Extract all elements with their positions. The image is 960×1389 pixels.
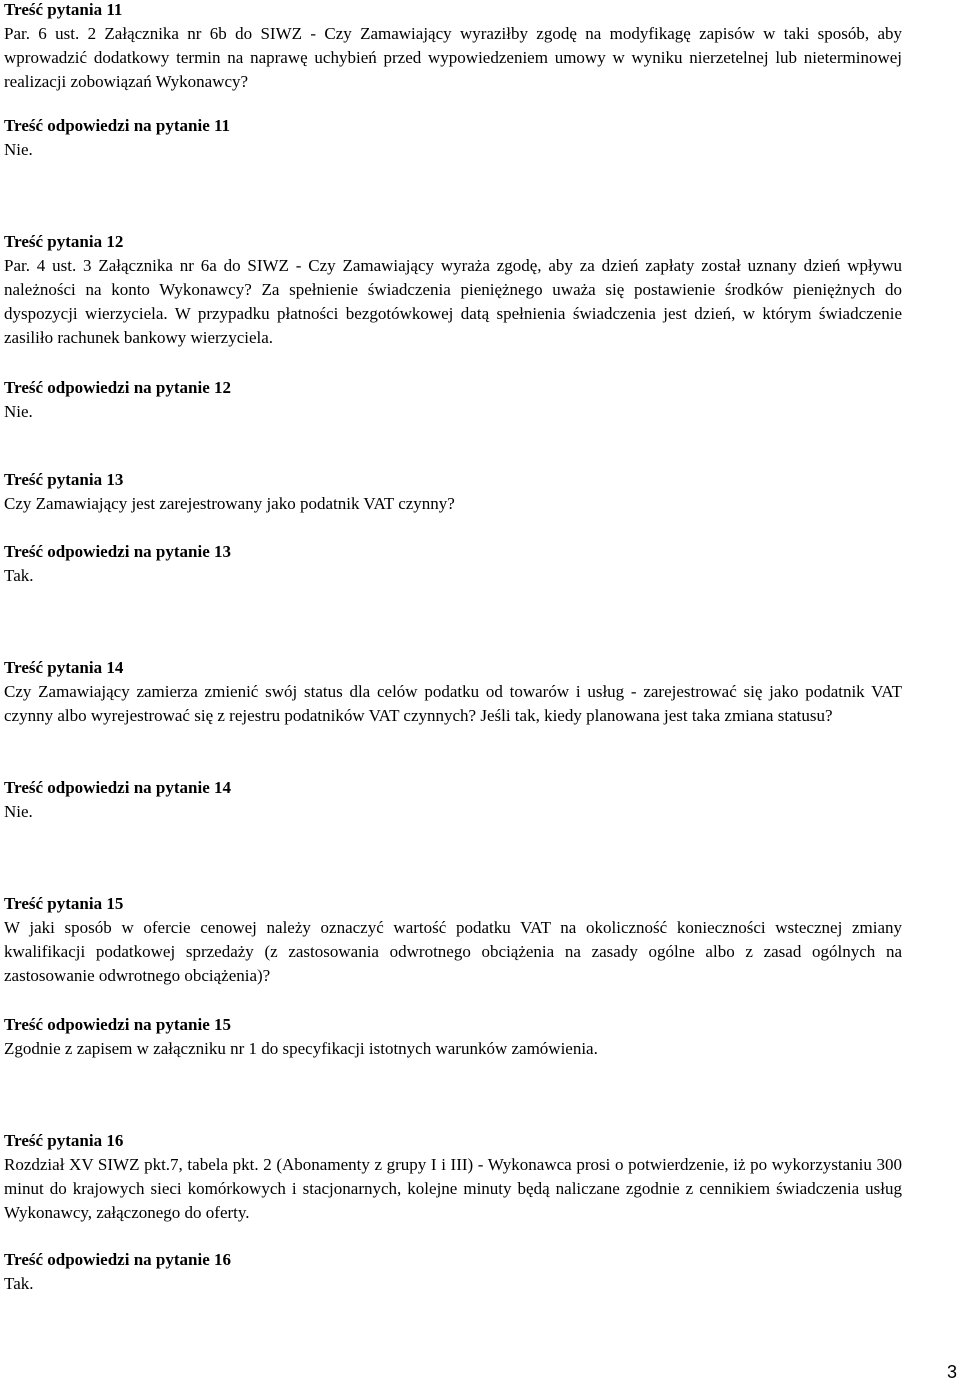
question-11-block xyxy=(4,0,902,94)
answer-heading: Treść odpowiedzi na pytanie 13 xyxy=(4,542,231,561)
answer-12-block xyxy=(4,376,902,424)
answer-heading: Treść odpowiedzi na pytanie 11 xyxy=(4,116,231,135)
question-heading: Treść pytania 16 xyxy=(4,1131,124,1150)
question-heading: Treść pytania 12 xyxy=(4,232,124,251)
answer-heading: Treść odpowiedzi na pytanie 14 xyxy=(4,778,231,797)
question-16-block xyxy=(4,1129,902,1225)
question-heading: Treść pytania 14 xyxy=(4,658,124,677)
answer-text: Nie. xyxy=(4,140,33,159)
page-number: 3 xyxy=(946,1362,957,1382)
answer-text: Nie. xyxy=(4,802,33,821)
answer-heading: Treść odpowiedzi na pytanie 16 xyxy=(4,1250,231,1269)
question-heading: Treść pytania 13 xyxy=(4,470,124,489)
question-13-block xyxy=(4,468,902,516)
answer-text: Zgodnie z zapisem w załączniku nr 1 do specyfikacji istotnych warunków zamówienia. xyxy=(4,1039,598,1058)
answer-text: Nie. xyxy=(4,402,33,421)
answer-heading: Treść odpowiedzi na pytanie 15 xyxy=(4,1015,231,1034)
answer-11-block xyxy=(4,114,902,162)
question-14-block xyxy=(4,656,902,728)
question-text: Czy Zamawiający zamierza zmienić swój status dla celów podatku od towarów i usług - zarejestrować się jako podatnik VAT czynny albo wyrejestrować się z rejestru podatników VAT czynnych? Jeśli tak, kiedy planowana jest taka zmiana statusu? xyxy=(4,682,902,725)
question-12-block xyxy=(4,230,902,350)
answer-15-block xyxy=(4,1013,902,1061)
question-text: Par. 6 ust. 2 Załącznika nr 6b do SIWZ - Czy Zamawiający wyraziłby zgodę na modyfikagę zapisów w taki sposób, aby wprowadzić dodatkowy termin na naprawę uchybień przed wypowiedzeniem umowy w wyniku nierzetelnej lub nieterminowej realizacji zobowiązań Wykonawcy? xyxy=(4,24,902,91)
answer-text: Tak. xyxy=(4,1274,34,1293)
question-heading: Treść pytania 11 xyxy=(4,0,123,19)
answer-16-block xyxy=(4,1248,902,1296)
question-text: Czy Zamawiający jest zarejestrowany jako podatnik VAT czynny? xyxy=(4,494,455,513)
answer-text: Tak. xyxy=(4,566,34,585)
question-text: W jaki sposób w ofercie cenowej należy oznaczyć wartość podatku VAT na okoliczność konieczności wstecznej zmiany kwalifikacji podatkowej sprzedaży (z zastosowania odwrotnego obciążenia na zasady ogólne albo z zasad ogólnych na zastosowanie odwrotnego obciążenia)? xyxy=(4,918,902,985)
answer-13-block xyxy=(4,540,902,588)
question-text: Par. 4 ust. 3 Załącznika nr 6a do SIWZ - Czy Zamawiający wyraża zgodę, aby za dzień zapłaty został uznany dzień wpływu należności na konto Wykonawcy? Za spełnienie świadczenia pieniężnego uważa się postawienie środków pieniężnych do dyspozycji wierzyciela. W przypadku płatności bezgotówkowej datą spełnienia świadczenia jest dzień, w którym świadczenie zasiliło rachunek bankowy wierzyciela. xyxy=(4,256,902,347)
question-text: Rozdział XV SIWZ pkt.7, tabela pkt. 2 (Abonamenty z grupy I i III) - Wykonawca prosi o potwierdzenie, iż po wykorzystaniu 300 minut do krajowych sieci komórkowych i stacjonarnych, kolejne minuty będą naliczane zgodnie z cennikiem świadczenia usług Wykonawcy, załączonego do oferty. xyxy=(4,1155,902,1222)
question-15-block xyxy=(4,892,902,988)
answer-14-block xyxy=(4,776,902,824)
question-heading: Treść pytania 15 xyxy=(4,894,124,913)
answer-heading: Treść odpowiedzi na pytanie 12 xyxy=(4,378,231,397)
